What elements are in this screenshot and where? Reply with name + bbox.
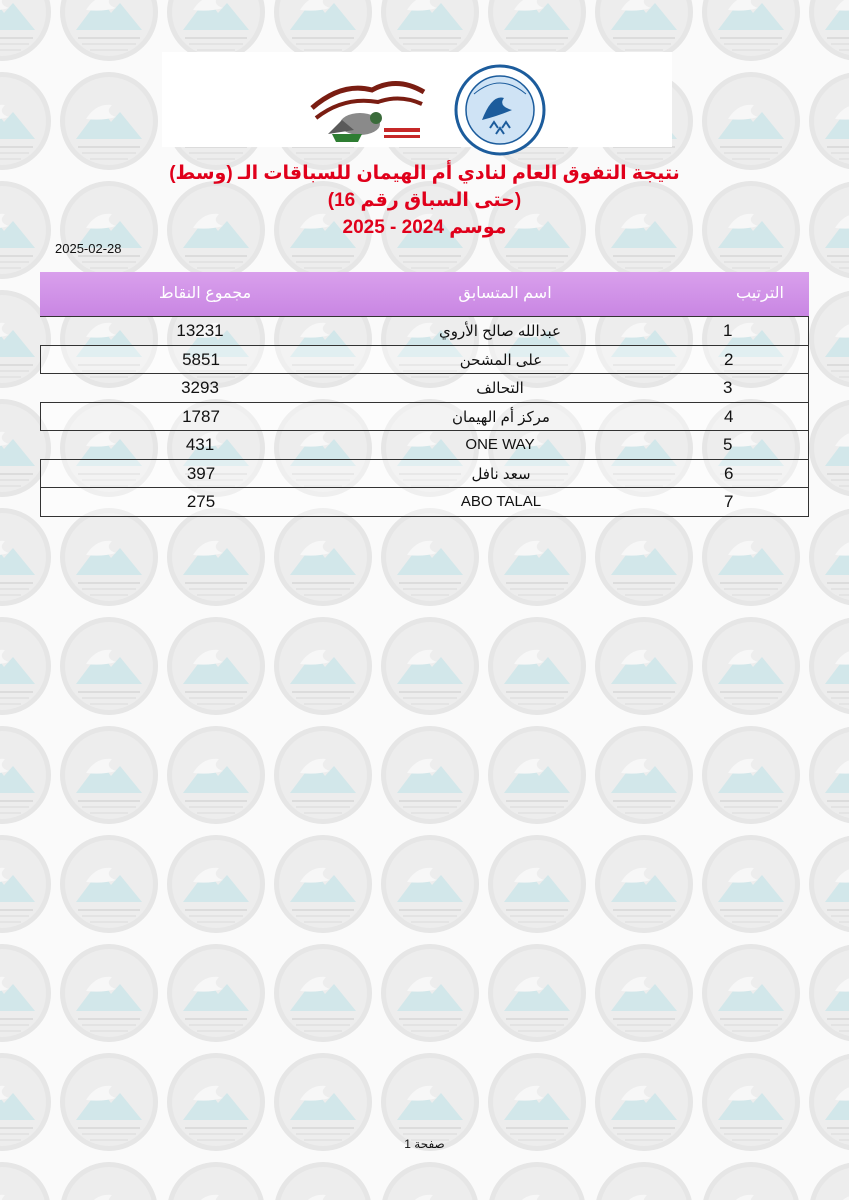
page-number: صفحة 1 bbox=[404, 1137, 445, 1151]
table-row bbox=[40, 487, 809, 517]
column-header-points: مجموع النقاط bbox=[158, 285, 252, 302]
competitor-name-cell: ABO TALAL bbox=[460, 493, 542, 510]
competitor-name-cell: التحالف bbox=[476, 380, 524, 397]
points-cell: 431 bbox=[185, 435, 215, 454]
rank-cell: 5 bbox=[723, 435, 733, 454]
table-row bbox=[40, 430, 809, 459]
rank-cell: 4 bbox=[724, 407, 734, 426]
points-cell: 275 bbox=[186, 492, 216, 511]
season-subtitle: موسم 2024 - 2025 bbox=[342, 217, 507, 238]
competitor-name-cell: عبدالله صالح الأروي bbox=[439, 323, 561, 340]
table-row bbox=[40, 345, 809, 374]
column-header-name: اسم المتسابق bbox=[458, 285, 552, 302]
rank-cell: 2 bbox=[724, 350, 734, 369]
competitor-name-cell: مركز أم الهيمان bbox=[452, 409, 550, 426]
rank-cell: 6 bbox=[724, 464, 734, 483]
competitor-name-cell: سعد نافل bbox=[471, 466, 531, 483]
points-cell: 397 bbox=[186, 464, 216, 483]
kuwait-racing-pigeon-club-logo bbox=[302, 72, 434, 146]
rank-cell: 1 bbox=[723, 321, 733, 340]
competitor-name-cell: ONE WAY bbox=[465, 436, 535, 453]
column-header-rank: الترتيب bbox=[736, 285, 784, 302]
table-row bbox=[40, 316, 809, 345]
race-number-subtitle: (حتى السباق رقم 16) bbox=[327, 190, 522, 211]
rank-cell: 3 bbox=[723, 378, 733, 397]
points-cell: 1787 bbox=[182, 407, 220, 426]
table-row bbox=[40, 373, 809, 402]
points-cell: 3293 bbox=[181, 378, 219, 397]
points-cell: 5851 bbox=[182, 350, 220, 369]
table-header bbox=[40, 272, 809, 316]
rank-cell: 7 bbox=[724, 492, 734, 511]
report-date: 2025-02-28 bbox=[55, 241, 122, 256]
competitor-name-cell: على المشحن bbox=[459, 352, 543, 369]
points-cell: 13231 bbox=[176, 321, 224, 340]
table-row bbox=[40, 459, 809, 488]
table-row bbox=[40, 402, 809, 431]
report-title: نتيجة التفوق العام لنادي أم الهيمان للسباقات الـ (وسط) bbox=[169, 163, 680, 184]
umm-al-hayman-club-logo bbox=[454, 64, 546, 156]
